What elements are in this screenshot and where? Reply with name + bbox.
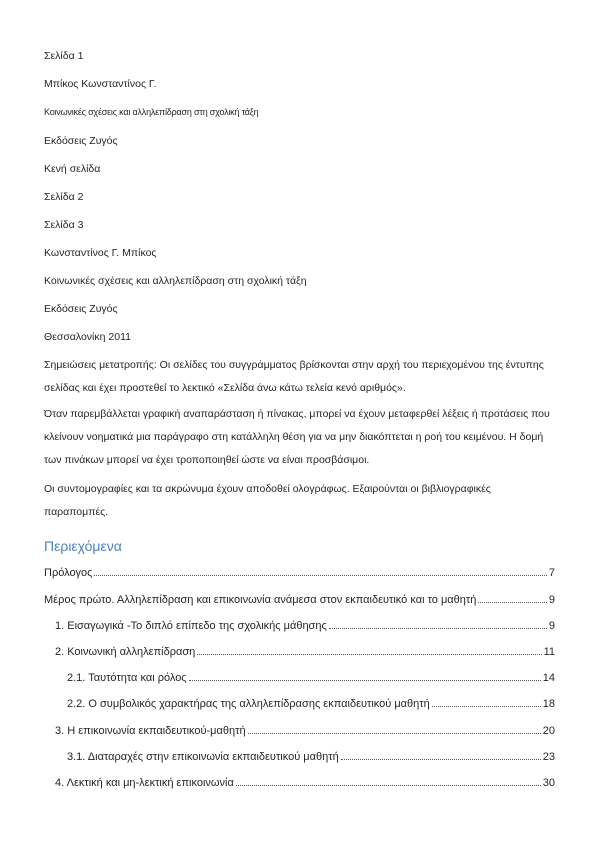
toc-entry-page: 9 xyxy=(548,594,555,606)
publisher: Εκδόσεις Ζυγός xyxy=(44,135,118,147)
page-marker-3: Σελίδα 3 xyxy=(44,219,84,231)
toc-leader-dots xyxy=(189,679,541,681)
page-marker-1: Σελίδα 1 xyxy=(44,50,84,62)
author-name: Μπίκος Κωνσταντίνος Γ. xyxy=(44,78,157,90)
page-marker-2: Σελίδα 2 xyxy=(44,191,84,203)
toc-leader-dots xyxy=(432,705,541,707)
toc-entry-page: 11 xyxy=(543,646,555,658)
toc-entry[interactable] xyxy=(55,616,555,632)
toc-entry-page: 30 xyxy=(542,777,555,789)
toc-entry-page: 18 xyxy=(542,698,555,710)
toc-entry[interactable] xyxy=(55,773,555,789)
toc-entry[interactable] xyxy=(44,590,555,606)
toc-leader-dots xyxy=(94,574,546,576)
toc-leader-dots xyxy=(197,653,541,655)
toc-entry[interactable] xyxy=(55,721,555,737)
toc-entry[interactable] xyxy=(67,694,555,710)
toc-entry-page: 9 xyxy=(548,620,555,632)
conversion-note: Σημειώσεις μετατροπής: Οι σελίδες του συγγράμματος βρίσκονται στην αρχή του περιεχομένου της έντυπης σελίδας και έχει προστεθεί το λεκτικό «Σελίδα άνω κάτω τελεία κενό αριθμός». xyxy=(44,359,544,394)
toc-entry-text: 3. Η επικοινωνία εκπαιδευτικού-μαθητή xyxy=(55,725,246,737)
toc-entry-text: Μέρος πρώτο. Αλληλεπίδραση και επικοινωνία ανάμεσα στον εκπαιδευτικό και το μαθητή xyxy=(44,594,477,606)
graphics-note: Όταν παρεμβάλλεται γραφική αναπαράσταση ή πίνακας, μπορεί να έχουν μεταφερθεί λέξεις ή προτάσεις που κλείνουν νοηματικά μια παράγραφο στη κατάλληλη θέση για να μην διακόπτεται η ροή του κειμένου. Η δομή των πινάκων μπορεί να έχει τροποποιηθεί ώστε να είναι προσβάσιμοι. xyxy=(44,408,550,466)
toc-title: Περιεχόμενα xyxy=(44,538,122,554)
toc-entry-page: 7 xyxy=(548,567,555,579)
book-title-small: Κοινωνικές σχέσεις και αλληλεπίδραση στη σχολική τάξη xyxy=(44,107,259,117)
toc-entry[interactable] xyxy=(67,668,555,684)
toc-leader-dots xyxy=(236,784,541,786)
place-year: Θεσσαλονίκη 2011 xyxy=(44,331,131,343)
toc-entry-text: 1. Εισαγωγικά -Το διπλό επίπεδο της σχολικής μάθησης xyxy=(55,620,327,632)
toc-leader-dots xyxy=(248,732,541,734)
toc-leader-dots xyxy=(329,627,547,629)
toc-entry-text: 4. Λεκτική και μη-λεκτική επικοινωνία xyxy=(55,777,234,789)
toc-entry[interactable] xyxy=(55,642,555,658)
toc-entry-text: 2. Κοινωνική αλληλεπίδραση xyxy=(55,646,196,658)
toc-entry-page: 20 xyxy=(542,725,555,737)
toc-entry-page: 14 xyxy=(542,672,555,684)
toc-entry[interactable] xyxy=(44,563,555,579)
toc-leader-dots xyxy=(341,758,541,760)
toc-entry-text: 3.1. Διαταραχές στην επικοινωνία εκπαιδευτικού μαθητή xyxy=(67,751,339,763)
toc-entry-text: 2.1. Ταυτότητα και ρόλος xyxy=(67,672,187,684)
toc-entry-text: 2.2. Ο συμβολικός χαρακτήρας της αλληλεπίδρασης εκπαιδευτικού μαθητή xyxy=(67,698,430,710)
publisher-2: Εκδόσεις Ζυγός xyxy=(44,303,118,315)
blank-page-note: Κενή σελίδα xyxy=(44,163,101,175)
toc-entry-text: Πρόλογος xyxy=(44,567,93,579)
toc-entry-page: 23 xyxy=(542,751,555,763)
book-title: Κοινωνικές σχέσεις και αλληλεπίδραση στη σχολική τάξη xyxy=(44,275,307,287)
abbreviations-note: Οι συντομογραφίες και τα ακρώνυμα έχουν αποδοθεί ολογράφως. Εξαιρούνται οι βιβλιογραφικές παραπομπές. xyxy=(44,483,491,518)
author-name-2: Κωνσταντίνος Γ. Μπίκος xyxy=(44,247,157,259)
toc-leader-dots xyxy=(478,601,547,603)
toc-entry[interactable] xyxy=(67,747,555,763)
